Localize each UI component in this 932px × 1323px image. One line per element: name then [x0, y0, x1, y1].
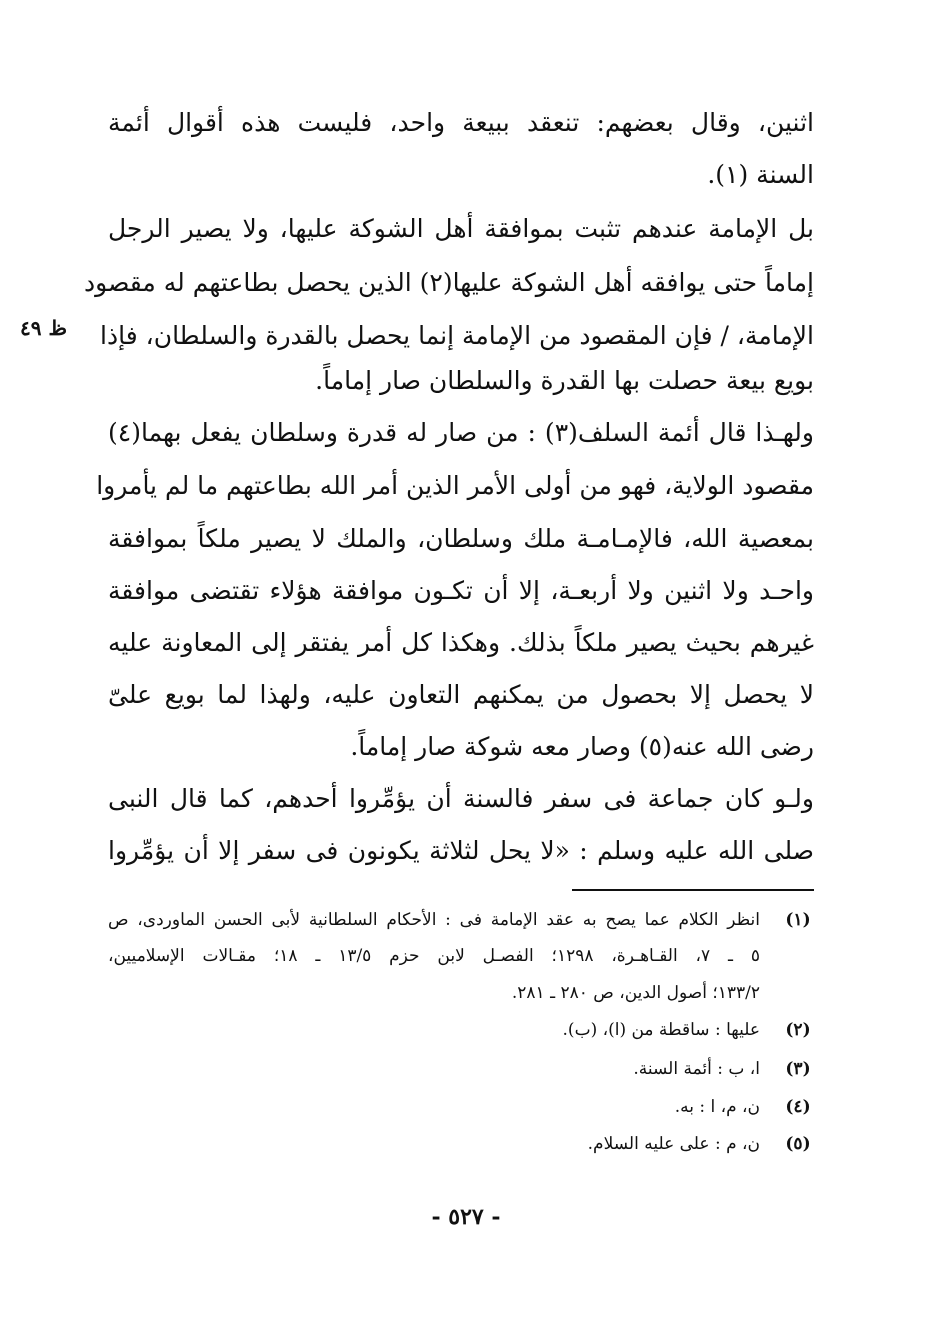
footnote-number: (٤): [785, 1097, 811, 1117]
body-line: الإمامة، / فإن المقصود من الإمامة إنما يحصل بالقدرة والسلطان، فإذا: [100, 321, 814, 350]
body-line: بل الإمامة عندهم تثبت بموافقة أهل الشوكة عليها، ولا يصير الرجل: [108, 214, 814, 243]
body-line: رضى الله عنه(٥) وصار معه شوكة صار إماماً.: [350, 732, 814, 761]
body-line: واحـد ولا اثنين ولا أربعـة، إلا أن تكـون موافقة هؤلاء تقتضى موافقة: [108, 576, 814, 605]
body-line: بويع بيعة حصلت بها القدرة والسلطان صار إماماً.: [315, 366, 814, 395]
margin-page-reference: ظ ٤٩: [20, 316, 67, 340]
footnote-text: ن، م : على عليه السلام.: [587, 1134, 760, 1154]
footnote-5: [108, 1128, 818, 1160]
body-line: مقصود الولاية، فهو من أولى الأمر الذين أمر الله بطاعتهم ما لم يأمروا: [96, 471, 814, 500]
body-line: غيرهم بحيث يصير ملكاً بذلك. وهكذا كل أمر يفتقر إلى المعاونة عليه: [108, 628, 814, 657]
footnote-1-continued: [108, 940, 818, 972]
footnote-1: [108, 904, 818, 936]
footnote-number: (٣): [785, 1059, 811, 1079]
footnote-3: [108, 1053, 818, 1085]
body-line: بمعصية الله، فالإمـامـة ملك وسلطان، والملك لا يصير ملكاً بموافقة: [108, 524, 814, 553]
footnote-4: [108, 1091, 818, 1123]
footnote-number: (٥): [785, 1134, 811, 1154]
footnote-text: ن، م، ا : به.: [674, 1097, 760, 1117]
body-line: السنة (١).: [707, 160, 814, 189]
body-line: ولهـذا قال أئمة السلف(٣) : من صار له قدرة وسلطان يفعل بهما(٤): [108, 418, 814, 447]
footnote-number: (١): [785, 910, 811, 930]
footnote-text: عليها : ساقطة من (ا)، (ب).: [562, 1020, 760, 1040]
footnote-2: [108, 1014, 818, 1046]
body-line: اثنين، وقال بعضهم: تنعقد ببيعة واحد، فليست هذه أقوال أئمة: [108, 108, 814, 137]
footnote-text: انظر الكلام عما يصح به عقد الإمامة فى : الأحكام السلطانية لأبى الحسن الماوردى، ص: [108, 910, 760, 930]
footnote-text: ا، ب : أئمة السنة.: [633, 1059, 760, 1079]
body-line: لا يحصل إلا بحصول من يمكنهم التعاون عليه، ولهذا لما بويع علىّ: [108, 680, 814, 709]
footnote-number: (٢): [785, 1020, 811, 1040]
footnote-1-continued: [108, 977, 818, 1009]
footnote-text: ٥ ـ ٧، القـاهـرة، ١٢٩٨؛ الفصـل لابن حزم ١٣/٥ ـ ١٨؛ مقـالات الإسلاميين،: [108, 946, 760, 966]
body-line: صلى الله عليه وسلم : «لا يحل لثلاثة يكونون فى سفر إلا أن يؤمِّروا: [108, 836, 814, 865]
footnote-text: ١٣٣/٢؛ أصول الدين، ص ٢٨٠ ـ ٢٨١.: [511, 983, 760, 1003]
body-line: ولـو كان جماعة فى سفر فالسنة أن يؤمِّروا أحدهم، كما قال النبى: [108, 784, 814, 813]
page-number: - ٥٢٧ -: [431, 1204, 501, 1230]
body-line: إماماً حتى يوافقه أهل الشوكة عليها(٢) الذين يحصل بطاعتهم له مقصود: [84, 268, 814, 297]
footnote-separator: [572, 889, 814, 891]
